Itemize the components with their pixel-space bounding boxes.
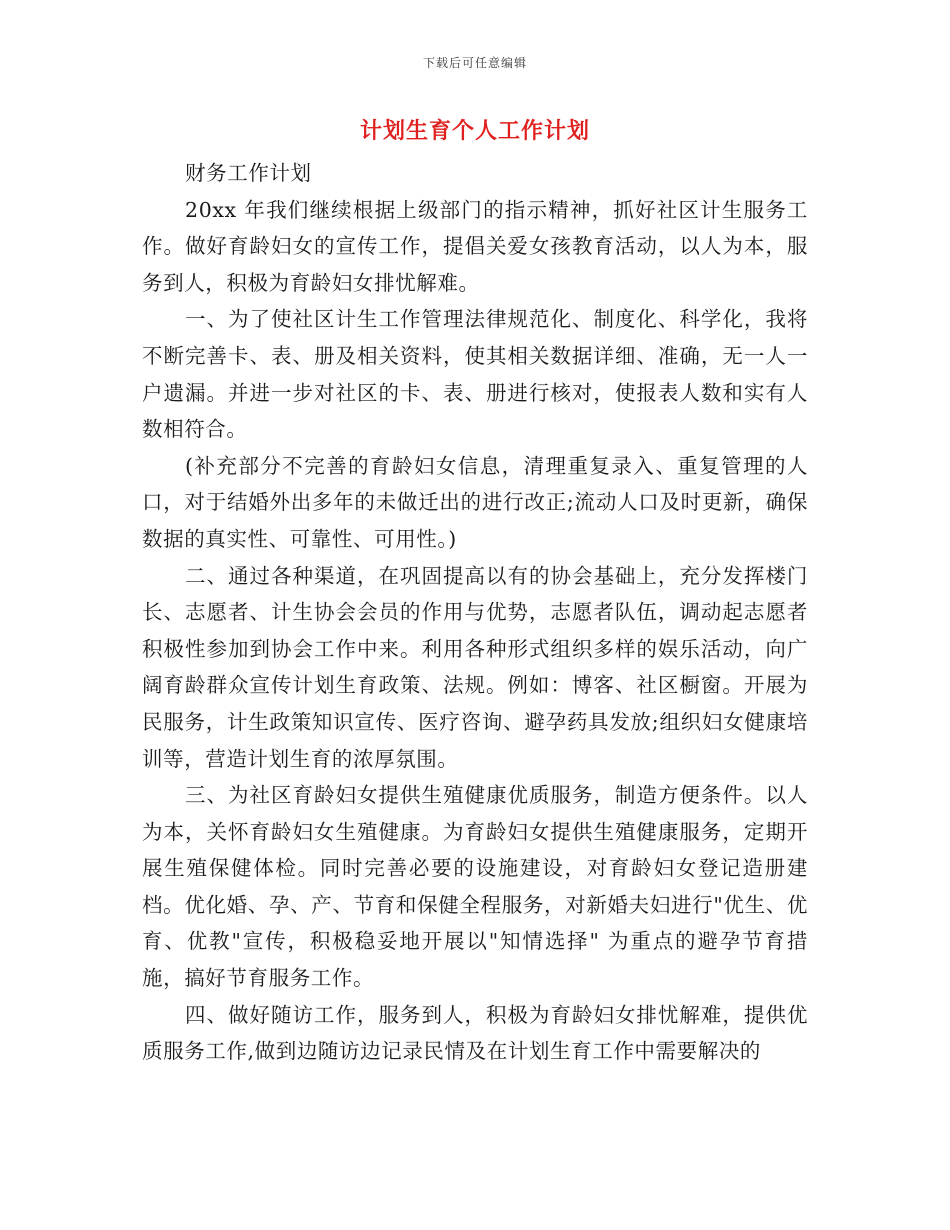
header-note: 下载后可任意编辑 bbox=[422, 56, 527, 70]
document-body bbox=[142, 155, 808, 1070]
section-one-paragraph: 一、为了使社区计生工作管理法律规范化、制度化、科学化，我将不断完善卡、表、册及相关资料，使其相关数据详细、准确，无一人一户遗漏。并进一步对社区的卡、表、册进行核对，使报表人数和实有人数相符合。 bbox=[142, 307, 808, 442]
subtitle-paragraph: 财务工作计划 bbox=[185, 161, 312, 185]
intro-paragraph: 20xx 年我们继续根据上级部门的指示精神，抓好社区计生服务工作。做好育龄妇女的宣传工作，提倡关爱女孩教育活动，以人为本，服务到人，积极为育龄妇女排忧解难。 bbox=[142, 197, 808, 295]
document-title: 计划生育个人工作计划 bbox=[359, 118, 590, 144]
supplement-paragraph: (补充部分不完善的育龄妇女信息，清理重复录入、重复管理的人口，对于结婚外出多年的未做迁出的进行改正;流动人口及时更新，确保数据的真实性、可靠性、可用性。) bbox=[142, 453, 808, 551]
section-two-paragraph: 二、通过各种渠道，在巩固提高以有的协会基础上，充分发挥楼门长、志愿者、计生协会会员的作用与优势，志愿者队伍，调动起志愿者积极性参加到协会工作中来。利用各种形式组织多样的娱乐活动，向广阔育龄群众宣传计划生育政策、法规。例如：博客、社区橱窗。开展为民服务，计生政策知识宣传、医疗咨询、避孕药具发放;组织妇女健康培训等，营造计划生育的浓厚氛围。 bbox=[142, 563, 808, 771]
section-four-paragraph: 四、做好随访工作，服务到人，积极为育龄妇女排忧解难，提供优质服务工作,做到边随访边记录民情及在计划生育工作中需要解决的 bbox=[142, 1002, 808, 1064]
section-three-paragraph: 三、为社区育龄妇女提供生殖健康优质服务，制造方便条件。以人为本，关怀育龄妇女生殖健康。为育龄妇女提供生殖健康服务，定期开展生殖保健体检。同时完善必要的设施建设，对育龄妇女登记造册建档。优化婚、孕、产、节育和保健全程服务，对新婚夫妇进行"优生、优育、优教"宣传，积极稳妥地开展以"知情选择" 为重点的避孕节育措施，搞好节育服务工作。 bbox=[142, 783, 808, 991]
